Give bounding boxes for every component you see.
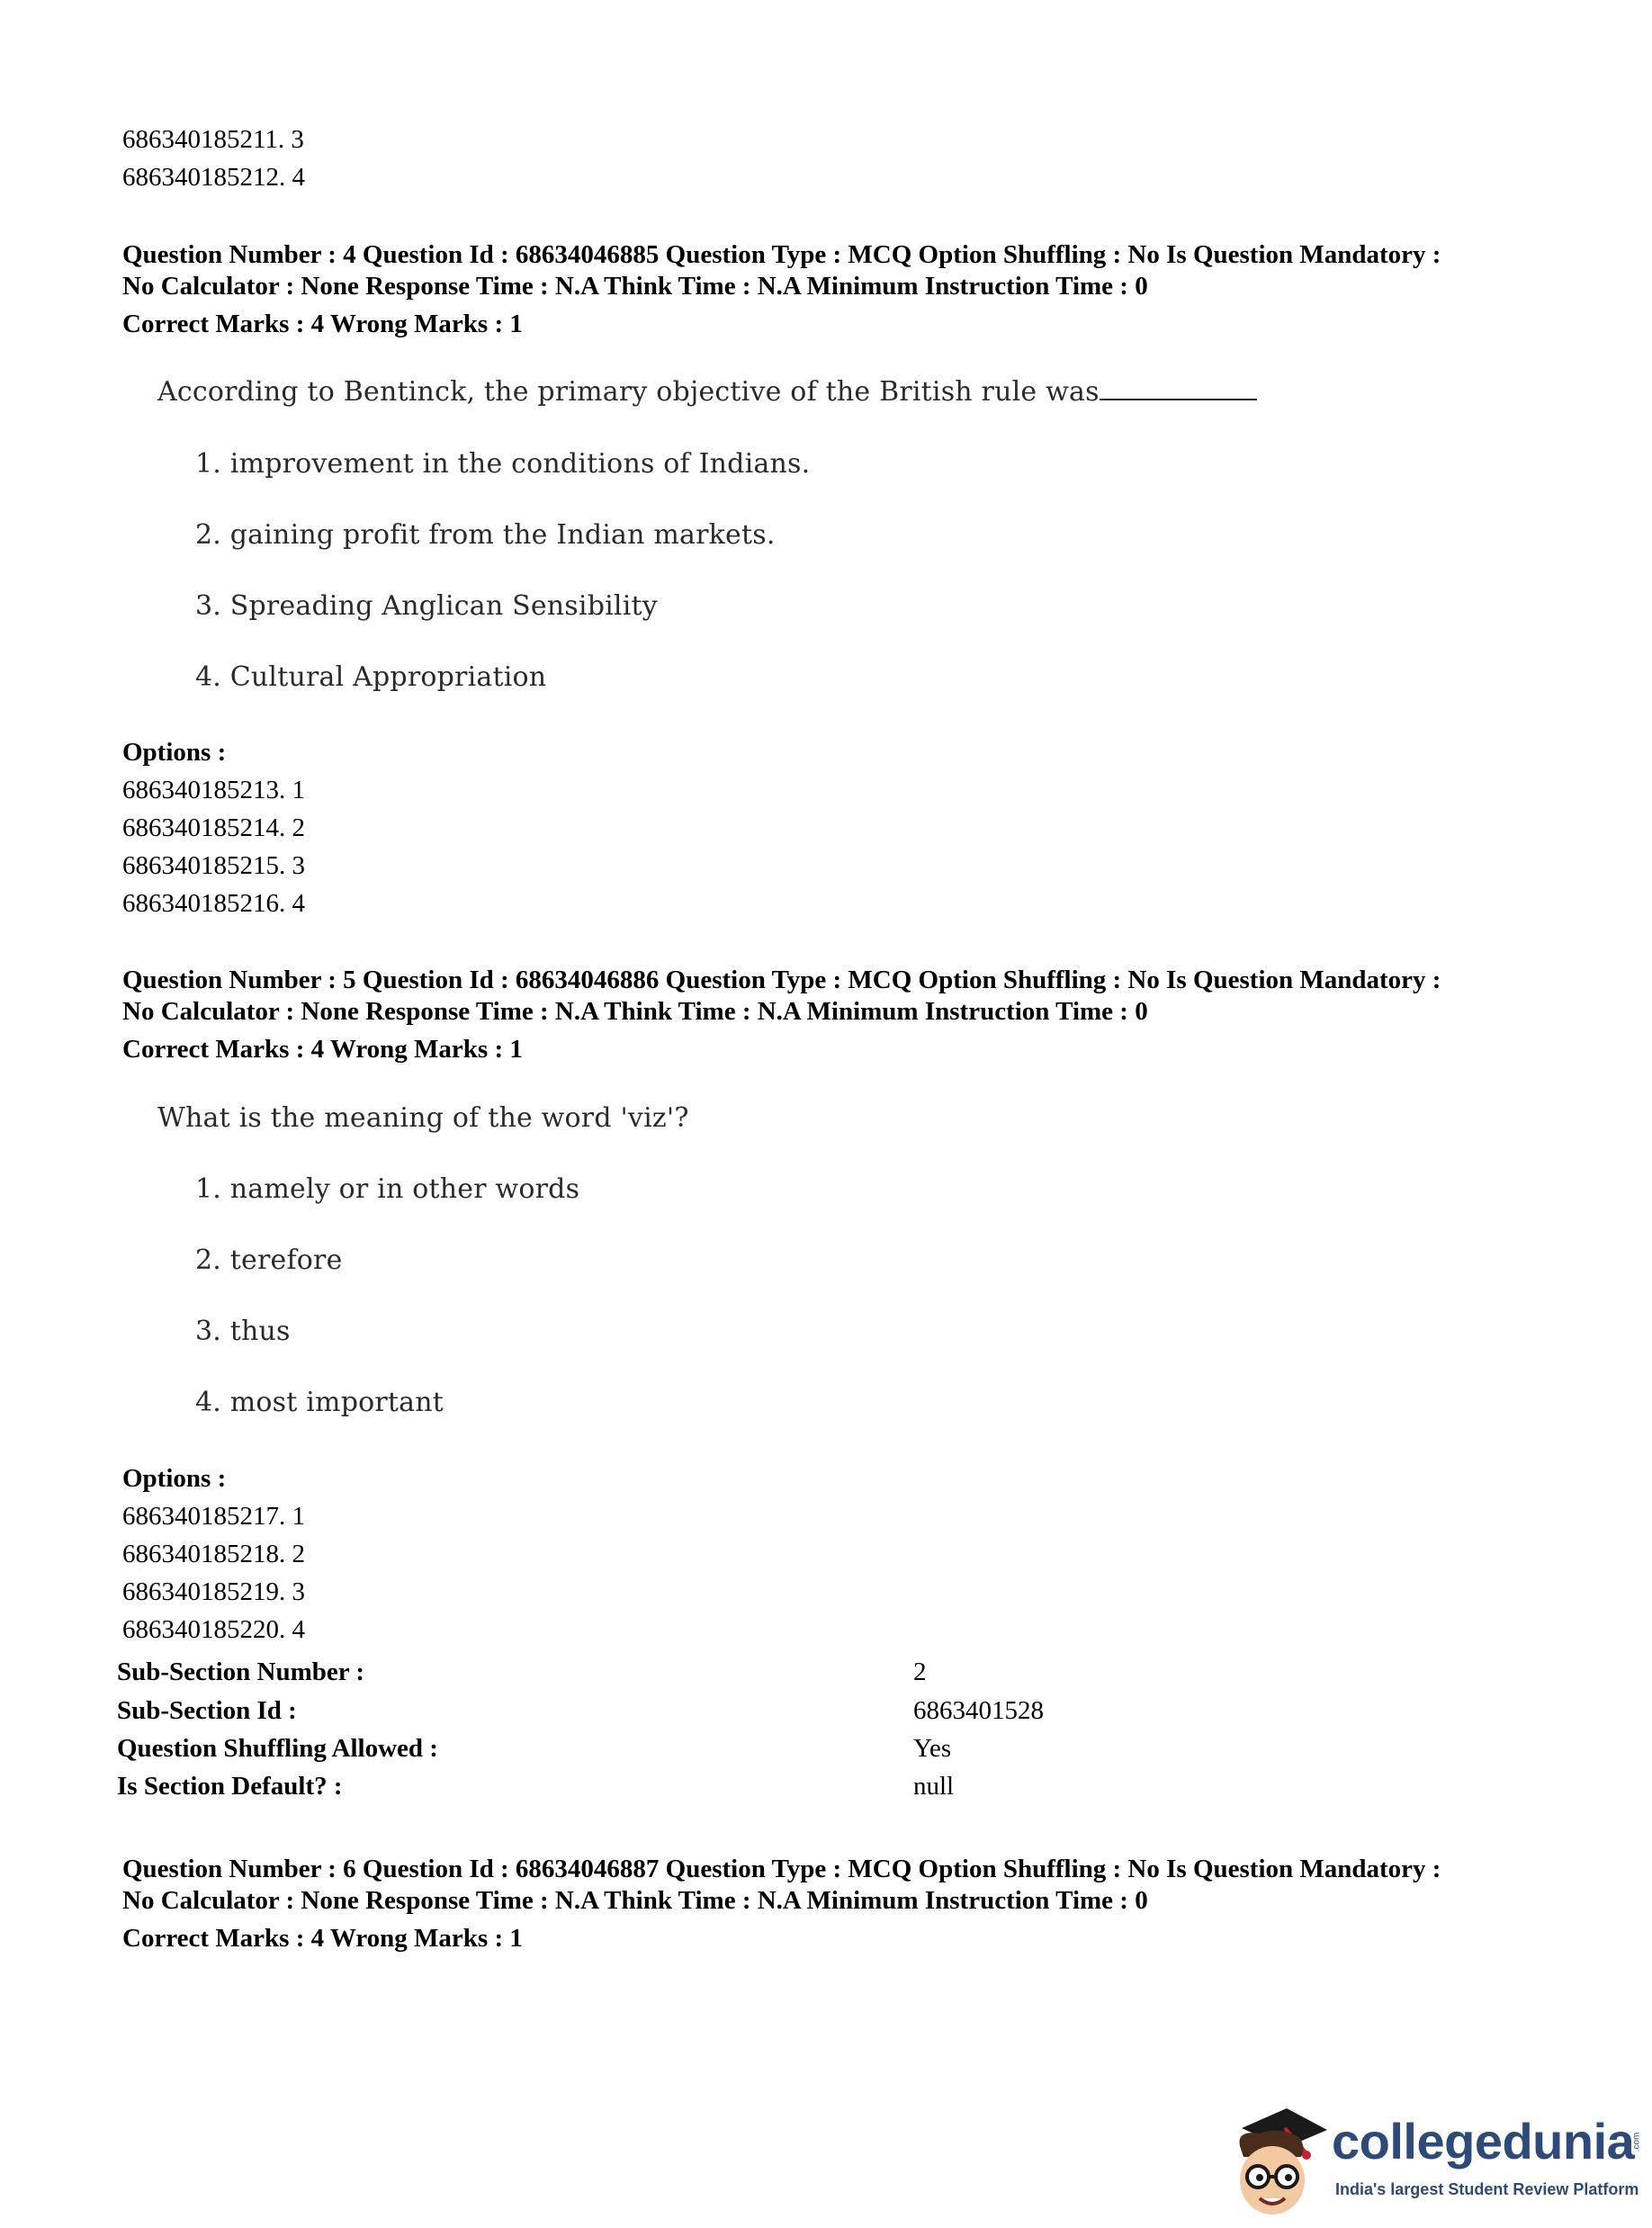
subsection-value: 6863401528 (913, 1696, 1044, 1725)
choice-item: 1. improvement in the conditions of Indians. (195, 448, 811, 480)
option-line: 686340185213. 1 (122, 776, 305, 804)
choice-item: 4. most important (195, 1387, 444, 1418)
option-line: 686340185217. 1 (122, 1502, 305, 1531)
question-meta-line: Question Number : 4 Question Id : 68634046885 Question Type : MCQ Option Shuffling : No Is Question Mandatory : (122, 240, 1441, 269)
choice-item: 2. terefore (195, 1244, 343, 1276)
options-label: Options : (122, 1464, 227, 1493)
brand-logo (1224, 2101, 1647, 2223)
subsection-label: Sub-Section Number : (117, 1658, 364, 1686)
question-header (122, 965, 1544, 1028)
choice-item: 2. gaining profit from the Indian markets. (195, 519, 776, 551)
subsection-label: Question Shuffling Allowed : (117, 1734, 438, 1763)
question-header (122, 1854, 1544, 1917)
option-line: 686340185219. 3 (122, 1577, 305, 1606)
subsection-value: Yes (913, 1734, 952, 1763)
option-line: 686340185220. 4 (122, 1615, 305, 1644)
choice-item: 3. thus (195, 1316, 291, 1347)
question-marks: Correct Marks : 4 Wrong Marks : 1 (122, 1035, 523, 1064)
question-stem: What is the meaning of the word 'viz'? (157, 1102, 689, 1134)
question-meta-line: No Calculator : None Response Time : N.A Think Time : N.A Minimum Instruction Time : 0 (122, 997, 1148, 1026)
question-meta-line: Question Number : 6 Question Id : 68634046887 Question Type : MCQ Option Shuffling : No Is Question Mandatory : (122, 1855, 1441, 1883)
question-marks: Correct Marks : 4 Wrong Marks : 1 (122, 1924, 523, 1953)
question-stem (157, 376, 1257, 408)
question-marks: Correct Marks : 4 Wrong Marks : 1 (122, 310, 523, 338)
choice-item: 3. Spreading Anglican Sensibility (195, 590, 658, 622)
mascot-icon (1224, 2101, 1332, 2223)
option-line: 686340185214. 2 (122, 813, 305, 842)
choice-item: 4. Cultural Appropriation (195, 661, 547, 693)
brand-suffix: .com (1631, 2132, 1642, 2152)
option-line: 686340185216. 4 (122, 889, 305, 918)
choice-item: 1. namely or in other words (195, 1173, 580, 1205)
options-label: Options : (122, 738, 227, 767)
option-line: 686340185212. 4 (122, 163, 305, 192)
subsection-label: Sub-Section Id : (117, 1696, 297, 1725)
subsection-value: null (913, 1772, 955, 1801)
option-line: 686340185211. 3 (122, 125, 304, 154)
question-header (122, 239, 1544, 302)
option-line: 686340185215. 3 (122, 851, 305, 880)
question-stem-text: According to Bentinck, the primary objective of the British rule was (157, 376, 1100, 408)
brand-tagline: India's largest Student Review Platform (1335, 2180, 1639, 2198)
question-meta-line: Question Number : 5 Question Id : 68634046886 Question Type : MCQ Option Shuffling : No Is Question Mandatory : (122, 966, 1441, 994)
question-meta-line: No Calculator : None Response Time : N.A Think Time : N.A Minimum Instruction Time : 0 (122, 272, 1148, 301)
subsection-label: Is Section Default? : (117, 1772, 343, 1801)
question-meta-line: No Calculator : None Response Time : N.A Think Time : N.A Minimum Instruction Time : 0 (122, 1886, 1148, 1915)
answer-blank (1100, 377, 1257, 400)
brand-name: collegedunia (1332, 2113, 1635, 2170)
subsection-value: 2 (913, 1658, 927, 1686)
option-line: 686340185218. 2 (122, 1540, 305, 1568)
